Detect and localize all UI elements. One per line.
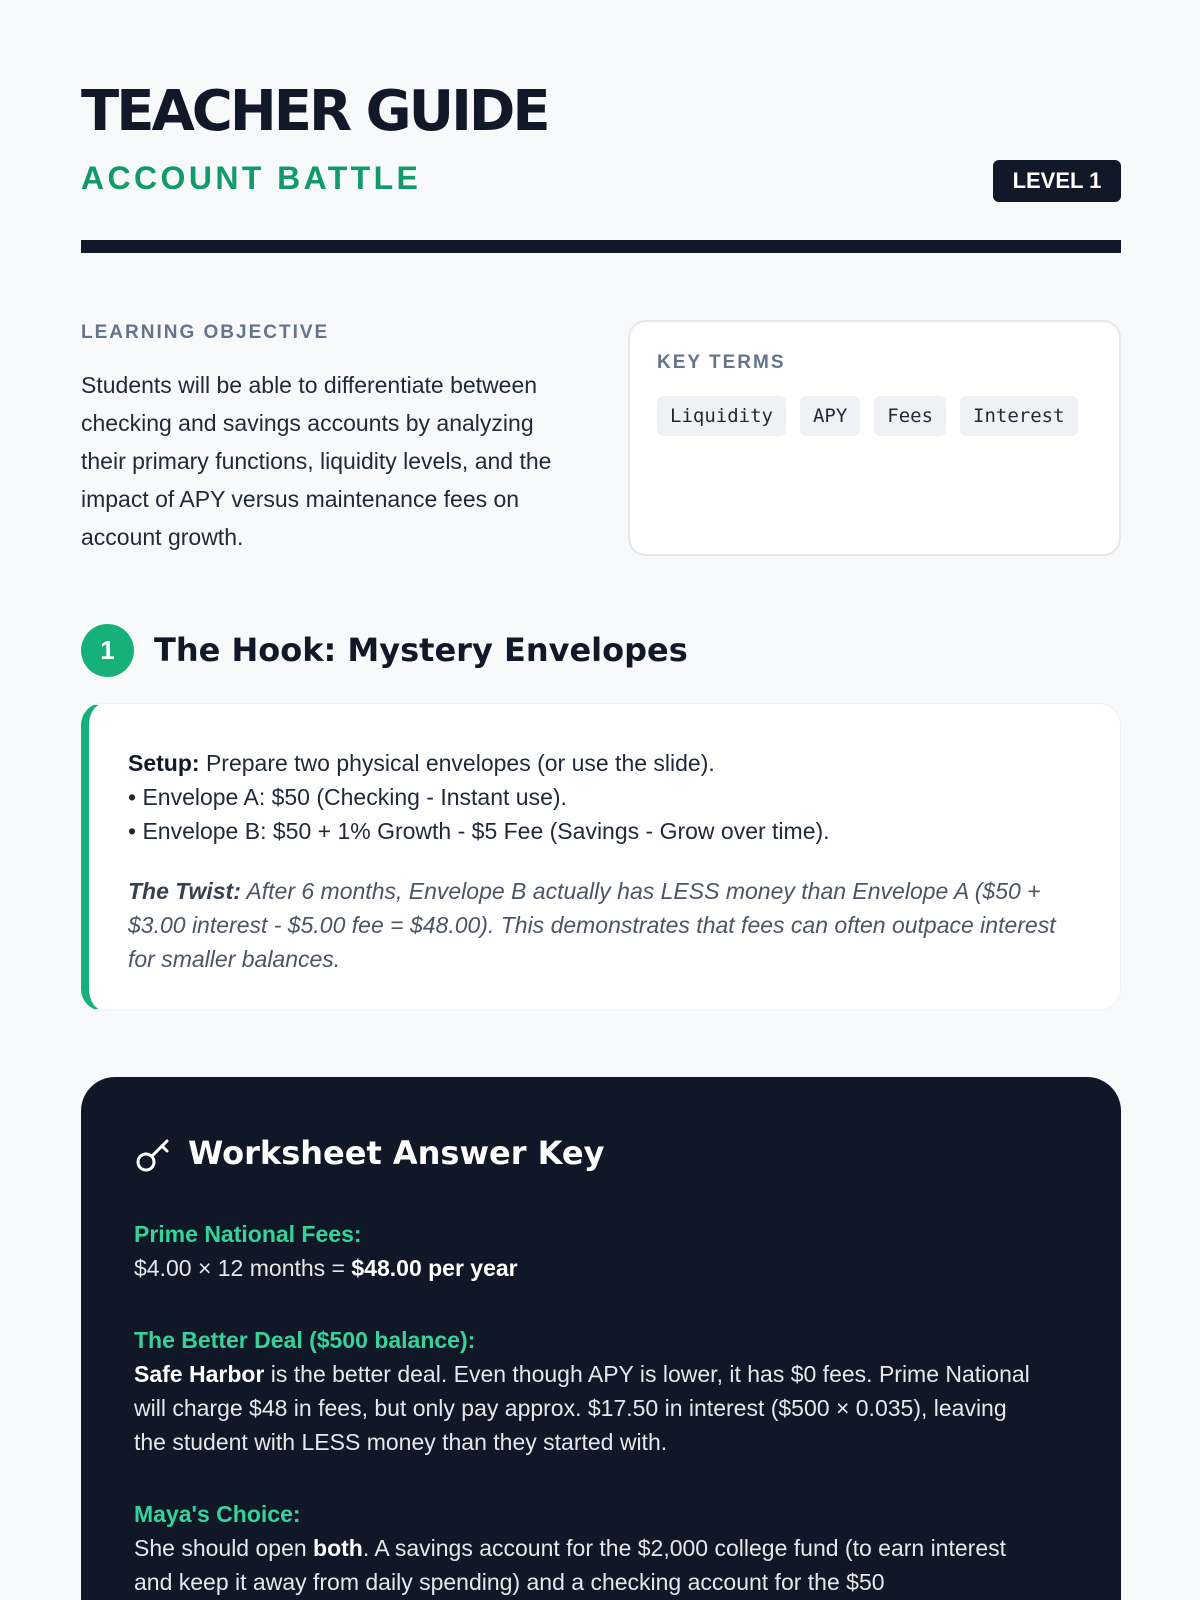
- answer-key-card: [81, 1077, 1121, 1600]
- answer-text: [134, 1357, 1034, 1459]
- answer-emphasis: $48.00 per year: [351, 1255, 518, 1281]
- answer-text: [134, 1531, 1034, 1599]
- answer-emphasis: Safe Harbor: [134, 1361, 265, 1387]
- answer-label: Maya's Choice:: [134, 1501, 301, 1527]
- objective-label: LEARNING OBJECTIVE: [81, 322, 330, 343]
- page-title: TEACHER GUIDE: [81, 79, 548, 144]
- answer-mayas-choice: [134, 1497, 1034, 1599]
- header-divider: [81, 240, 1121, 253]
- page-subtitle: ACCOUNT BATTLE: [81, 160, 422, 196]
- hook-body: [128, 746, 1088, 976]
- answer-text: [134, 1251, 1034, 1285]
- answer-label: The Better Deal ($500 balance):: [134, 1327, 476, 1353]
- key-terms-list: [657, 396, 1078, 436]
- key-icon: [135, 1135, 173, 1173]
- envelope-a-item: • Envelope A: $50 (Checking - Instant use).: [128, 784, 567, 810]
- answer-text-part: is the better deal. Even though APY is lower, it has $0 fees. Prime National will charge $48 in fees, but only pay approx. $17.50 in interest ($500 × 0.035), leaving the student with LESS money than they started with.: [134, 1361, 1030, 1455]
- answer-text-part: She should open: [134, 1535, 314, 1561]
- answer-text-part: $4.00 × 12 months =: [134, 1255, 352, 1281]
- answer-better-deal: [134, 1323, 1034, 1459]
- answer-key-title: Worksheet Answer Key: [188, 1134, 605, 1172]
- twist-text: After 6 months, Envelope B actually has LESS money than Envelope A ($50 + $3.00 interest - $5.00 fee = $48.00). This demonstrates that fees can often outpace interest for smaller balances.: [128, 878, 1056, 972]
- answer-text-part: . A savings account for the $2,000 college fund (to earn interest and keep it away from daily spending) and a checking account for the $50: [134, 1535, 1006, 1595]
- term-chip: Fees: [874, 396, 946, 436]
- answer-label: Prime National Fees:: [134, 1221, 362, 1247]
- hook-card: [81, 703, 1121, 1011]
- step-number-badge: 1: [81, 624, 134, 677]
- answer-list: [134, 1217, 1034, 1600]
- setup-text: Prepare two physical envelopes (or use the slide).: [199, 750, 715, 776]
- setup-label: Setup:: [128, 750, 200, 776]
- setup-line: [128, 746, 1088, 780]
- twist-paragraph: [128, 874, 1088, 976]
- answer-emphasis: both: [313, 1535, 363, 1561]
- hook-section-title: The Hook: Mystery Envelopes: [154, 631, 688, 669]
- term-chip: APY: [800, 396, 860, 436]
- key-terms-card: [628, 320, 1121, 556]
- term-chip: Interest: [960, 396, 1078, 436]
- term-chip: Liquidity: [657, 396, 786, 436]
- objective-text: Students will be able to differentiate between checking and savings accounts by analyzing their primary functions, liquidity levels, and the impact of APY versus maintenance fees on account growth.: [81, 372, 552, 550]
- envelope-b-item: • Envelope B: $50 + 1% Growth - $5 Fee (Savings - Grow over time).: [128, 818, 830, 844]
- level-badge: LEVEL 1: [993, 160, 1121, 202]
- answer-prime-national: [134, 1217, 1034, 1285]
- twist-label: The Twist:: [128, 878, 241, 904]
- key-terms-label: KEY TERMS: [657, 352, 786, 373]
